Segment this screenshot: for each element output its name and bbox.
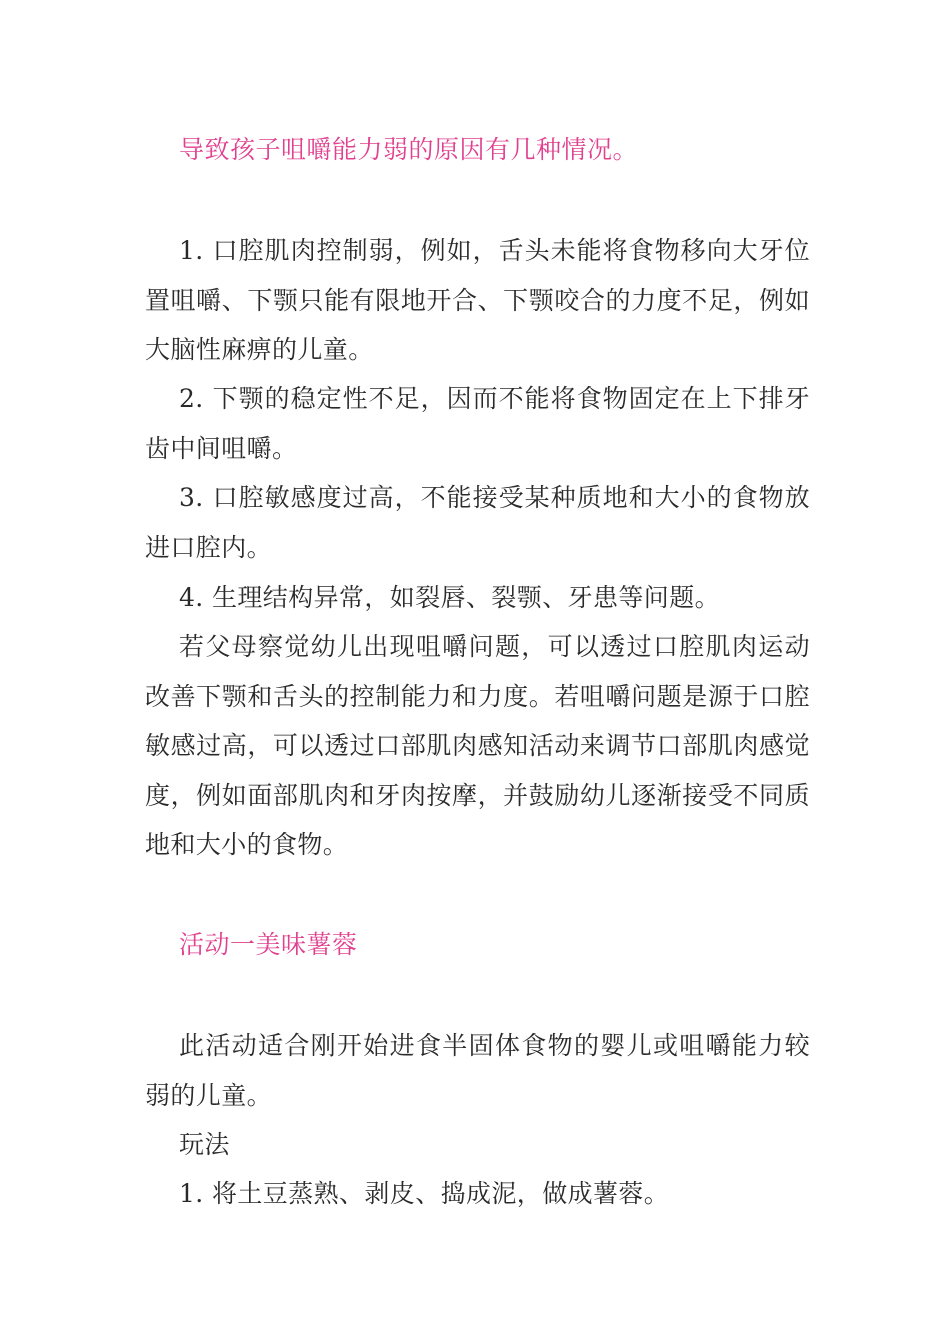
parent-advice-paragraph: 若父母察觉幼儿出现咀嚼问题，可以透过口腔肌肉运动改善下颚和舌头的控制能力和力度。若咀嚼问题是源于口腔敏感过高，可以透过口部肌肉感知活动来调节口部肌肉感觉度，例如面部肌肉和牙肉按摩，并鼓励幼儿逐渐接受不同质地和大小的食物。: [145, 632, 810, 859]
cause-item-2: 2. 下颚的稳定性不足，因而不能将食物固定在上下排牙齿中间咀嚼。: [145, 384, 810, 463]
activity-intro-paragraph: 此活动适合刚开始进食半固体食物的婴儿或咀嚼能力较弱的儿童。: [145, 1031, 810, 1110]
method-label: 玩法: [179, 1130, 230, 1159]
cause-item-4: 4. 生理结构异常，如裂唇、裂颚、牙患等问题。: [179, 583, 721, 612]
cause-item-1: 1. 口腔肌肉控制弱，例如，舌头未能将食物移向大牙位置咀嚼、下颚只能有限地开合、下颚咬合的力度不足，例如大脑性麻痹的儿童。: [145, 236, 810, 364]
section-heading-chewing-causes: 导致孩子咀嚼能力弱的原因有几种情况。: [179, 135, 639, 164]
section-heading-activity-one: 活动一美味薯蓉: [179, 930, 358, 959]
method-step-1: 1. 将土豆蒸熟、剥皮、捣成泥，做成薯蓉。: [179, 1179, 670, 1208]
cause-item-3: 3. 口腔敏感度过高，不能接受某种质地和大小的食物放进口腔内。: [145, 483, 810, 562]
